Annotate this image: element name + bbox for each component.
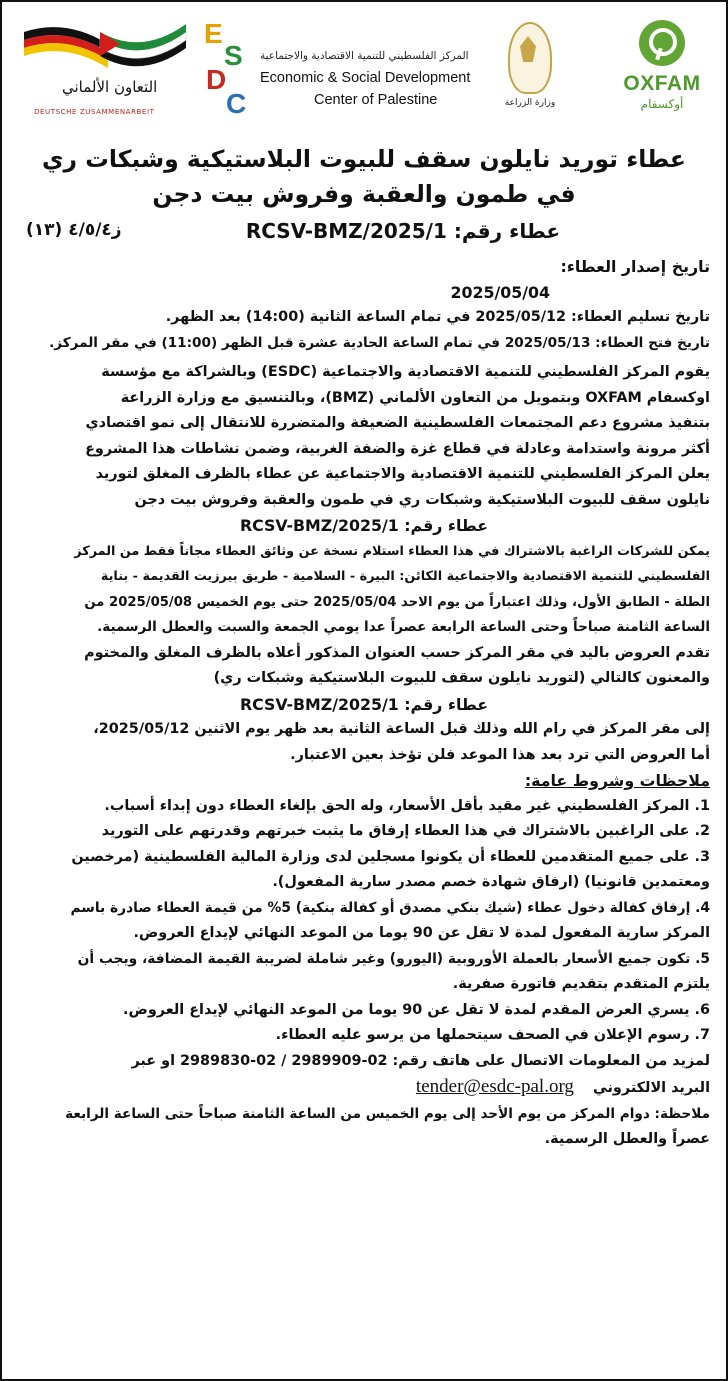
tender-title-line-1: عطاء توريد نايلون سقف للبيوت البلاستيكية وشبكات ري [42,145,686,173]
esdc-letter-s: S [224,40,243,71]
paragraph-line: إلى مقر المركز في رام الله وذلك قبل الساعة الثانية بعد ظهر يوم الاثنين 2025/05/12، [93,721,710,737]
paragraph-line: يقوم المركز الفلسطيني للتنمية الاقتصادية والاجتماعية (ESDC) وبالشراكة مع مؤسسة [101,364,710,380]
condition-item: 2. على الراغبين بالاشتراك في هذا العطاء إرفاق ما يثبت خبرتهم وقدرتهم على التوريد [101,823,710,839]
condition-item: 6. يسري العرض المقدم لمدة لا تقل عن 90 يوما من الموعد النهائي لإيداع العروض. [123,1001,710,1018]
opening-date: تاريخ فتح العطاء: 2025/05/13 في تمام الساعة الحادية عشرة قبل الظهر (11:00) في مقر المركز. [49,334,710,351]
tender-reference-repeat: عطاء رقم: 1/RCSV-BMZ/2025 [239,694,489,714]
esdc-logo [202,16,472,126]
giz-arabic-text: التعاون الألماني [62,78,158,96]
issue-date-label: تاريخ إصدار العطاء: [560,257,710,276]
paragraph-line: الفلسطيني للتنمية الاقتصادية والاجتماعية الكائن: البيرة - السلامية - طريق بيرزيت القديمة - بناية [100,569,710,584]
tender-title-line-2: في طمون والعقبة وفروش بيت دجن [152,180,576,208]
contact-line: لمزيد من المعلومات الاتصال على هاتف رقم: 02-2989909 / 02-2989830 او عبر [131,1052,710,1069]
email-link[interactable]: tender@esdc-pal.org [415,1076,574,1097]
email-label: البريد الالكتروني [592,1080,710,1096]
tender-reference-row [18,214,710,254]
esdc-letter-e: E [204,18,223,49]
paragraph-line: الطلة - الطابق الأول، وذلك اعتباراً من يوم الاحد 2025/05/04 حتى يوم الخميس 2025/05/08 من [84,594,710,610]
tender-reference-repeat: عطاء رقم: 1/RCSV-BMZ/2025 [239,516,489,535]
announcement-body [18,142,710,1153]
paragraph-line: والمعنون كالتالي (لتوريد نايلون سقف للبيوت البلاستيكية وشبكات ري) [213,670,710,686]
esdc-english-name-1: Economic & Social Development [260,70,471,86]
paragraph-line: يعلن المركز الفلسطيني للتنمية الاقتصادية والاجتماعية عن عطاء بالظرف المغلق لتوريد [95,466,710,482]
condition-item: المركز سارية المفعول لمدة لا تقل عن 90 يوما من الموعد النهائي لإيداع العروض. [133,925,710,941]
condition-item: يلتزم المتقدم بتقديم فاتورة صفرية. [452,976,710,992]
german-palestinian-flags-icon [20,18,190,78]
oxfam-symbol-icon [639,20,685,66]
oxfam-arabic-text: أوكسفام [640,97,684,111]
logo-header [2,2,728,142]
oxfam-english-text: OXFAM [623,72,701,95]
paragraph-line: يمكن للشركات الراغبة بالاشتراك في هذا العطاء استلام نسخة عن وثائق العطاء مجاناً فقط من المركز [74,543,710,559]
paragraph-line: أكثر مرونة واستدامة وعادلة في قطاع غزة والضفة الغربية، وضمن نشاطات هذا المشروع [85,440,710,457]
paragraph-line: نايلون سقف للبيوت البلاستيكية وشبكات ري في طمون والعقبة وفروش بيت دجن [134,491,710,508]
oxfam-logo [616,20,708,111]
esdc-letter-c: C [226,88,247,119]
palestine-eagle-icon [508,22,552,94]
office-hours-note: ملاحظة: دوام المركز من يوم الأحد إلى يوم الخميس من الساعة الثامنة صباحاً حتى الساعة الرابعة [65,1105,710,1122]
paragraph-line: اوكسفام OXFAM وبتمويل من التعاون الألماني (BMZ)، وبالتنسيق مع وزارة الزراعة [120,389,710,406]
esdc-letters-icon [202,18,256,126]
paragraph-line: الساعة الثامنة صباحاً وحتى الساعة الرابعة عصراً عدا يومي الجمعة والسبت والعطل الرسمية. [97,619,710,635]
esdc-letter-d: D [206,64,227,95]
esdc-arabic-name: المركز الفلسطيني للتنمية الاقتصادية والاجتماعية [260,50,469,62]
german-cooperation-logo [20,18,190,118]
paragraph-line: بتنفيذ مشروع دعم المجتمعات الفلسطينية الضعيفة والمتضررة للانتقال إلى نمو اقتصادي [85,415,710,431]
office-hours-note: عصراً والعطل الرسمية. [544,1131,710,1147]
condition-item: 4. إرفاق كفالة دخول عطاء (شيك بنكي مصدق أو كفالة بنكية) 5% من قيمة العطاء صادرة باسم [70,899,710,916]
esdc-english-name-2: Center of Palestine [314,92,438,108]
tender-reference: عطاء رقم: 1/RCSV-BMZ/2025 [245,219,560,243]
notes-heading: ملاحظات وشروط عامة: [524,771,710,790]
condition-item: 5. تكون جميع الأسعار بالعملة الأوروبية (اليورو) وغير شاملة لضريبة القيمة المضافة، ويجب أن [77,950,710,967]
condition-item: 1. المركز الفلسطيني غير مقيد بأقل الأسعار، وله الحق بإلغاء العطاء دون إبداء أسباب. [104,797,710,814]
condition-item: 7. رسوم الإعلان في الصحف سيتحملها من يرسو عليه العطاء. [275,1027,710,1043]
ministry-of-agriculture-logo [498,22,562,108]
paragraph-line: أما العروض التي ترد بعد هذا الموعد فلن تؤخذ بعين الاعتبار. [290,746,710,763]
contact-email-row [18,1074,710,1102]
issue-date-value: 2025/05/04 [450,282,550,302]
giz-english-text: DEUTSCHE ZUSAMMENARBEIT [34,108,155,116]
ministry-caption: وزارة الزراعة [504,98,556,108]
condition-item: ومعتمدين قانونيا) (ارفاق شهادة خصم مصدر سارية المفعول). [272,874,710,890]
paragraph-line: تقدم العروض باليد في مقر المركز حسب العنوان المذكور أعلاه بالظرف المغلق والمختوم [84,644,710,661]
publication-code: ز٤/٥/٤ (١٣) [26,220,122,240]
condition-item: 3. على جميع المتقدمين للعطاء أن يكونوا مسجلين لدى وزارة المالية الفلسطينية (مرخصين [71,848,710,865]
submission-date: تاريخ تسليم العطاء: 2025/05/12 في تمام الساعة الثانية (14:00) بعد الظهر. [165,309,710,325]
